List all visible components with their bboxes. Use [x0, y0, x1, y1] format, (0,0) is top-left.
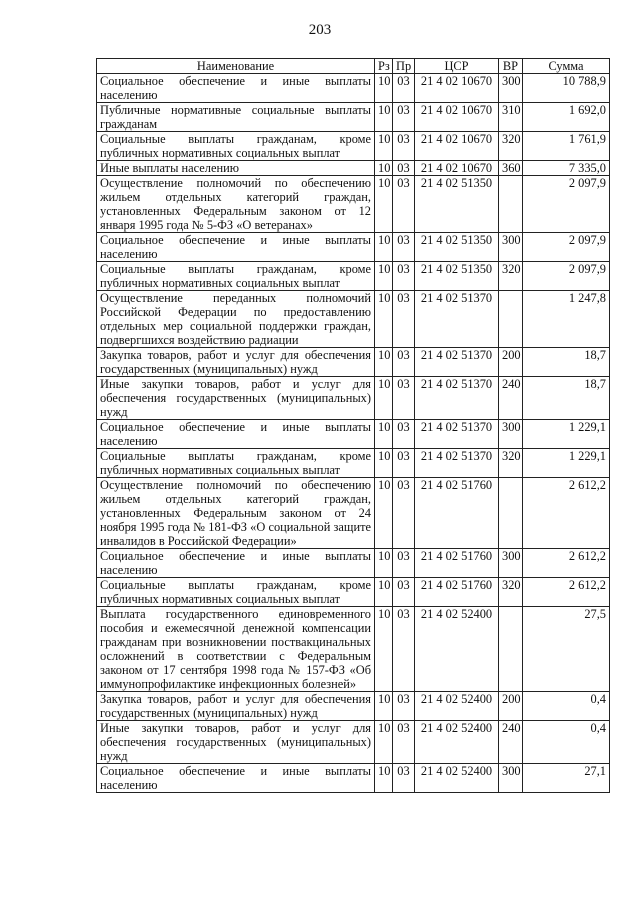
row-pr: 03 — [393, 291, 415, 348]
row-sum: 7 335,0 — [523, 161, 610, 176]
table-row — [97, 233, 610, 262]
row-pr: 03 — [393, 103, 415, 132]
table-row — [97, 291, 610, 348]
row-rz: 10 — [375, 348, 393, 377]
row-rz: 10 — [375, 578, 393, 607]
header-row — [97, 59, 610, 74]
row-pr: 03 — [393, 262, 415, 291]
row-sum: 10 788,9 — [523, 74, 610, 103]
row-csr: 21 4 02 52400 — [415, 721, 499, 764]
row-name: Социальные выплаты гражданам, кроме публичных нормативных социальных выплат — [97, 449, 375, 478]
row-sum: 1 247,8 — [523, 291, 610, 348]
table-row — [97, 132, 610, 161]
header-rz: Рз — [375, 59, 393, 74]
row-pr: 03 — [393, 176, 415, 233]
budget-table — [96, 58, 610, 793]
row-name: Социальные выплаты гражданам, кроме публичных нормативных социальных выплат — [97, 578, 375, 607]
row-sum: 0,4 — [523, 721, 610, 764]
table-row — [97, 549, 610, 578]
row-name: Публичные нормативные социальные выплаты гражданам — [97, 103, 375, 132]
row-name: Выплата государственного единовременного пособия и ежемесячной денежной компенсации гражданам при возникновении поствакцинальных осложнений в соответствии с Федеральным законом от 17 сентября 1998 года № 157-ФЗ «Об иммунопрофилактике инфекционных болезней» — [97, 607, 375, 692]
table-row — [97, 578, 610, 607]
row-csr: 21 4 02 51370 — [415, 420, 499, 449]
row-csr: 21 4 02 52400 — [415, 607, 499, 692]
row-rz: 10 — [375, 478, 393, 549]
header-csr: ЦСР — [415, 59, 499, 74]
row-sum: 18,7 — [523, 348, 610, 377]
row-sum: 2 612,2 — [523, 478, 610, 549]
row-name: Иные закупки товаров, работ и услуг для обеспечения государственных (муниципальных) нужд — [97, 721, 375, 764]
row-vr: 320 — [499, 262, 523, 291]
row-sum: 2 612,2 — [523, 578, 610, 607]
table-row — [97, 607, 610, 692]
row-rz: 10 — [375, 377, 393, 420]
row-rz: 10 — [375, 721, 393, 764]
table-row — [97, 449, 610, 478]
row-csr: 21 4 02 51760 — [415, 478, 499, 549]
row-name: Социальные выплаты гражданам, кроме публичных нормативных социальных выплат — [97, 262, 375, 291]
row-rz: 10 — [375, 449, 393, 478]
row-pr: 03 — [393, 478, 415, 549]
row-csr: 21 4 02 51760 — [415, 549, 499, 578]
row-pr: 03 — [393, 377, 415, 420]
table-row — [97, 74, 610, 103]
row-vr: 200 — [499, 348, 523, 377]
table-row — [97, 262, 610, 291]
row-name: Социальное обеспечение и иные выплаты населению — [97, 764, 375, 793]
row-sum: 27,5 — [523, 607, 610, 692]
row-vr: 200 — [499, 692, 523, 721]
row-name: Осуществление полномочий по обеспечению жильем отдельных категорий граждан, установленных Федеральным законом от 24 ноября 1995 года № 181-ФЗ «О социальной защите инвалидов в Российской Федерации» — [97, 478, 375, 549]
row-pr: 03 — [393, 348, 415, 377]
row-sum: 18,7 — [523, 377, 610, 420]
row-pr: 03 — [393, 233, 415, 262]
row-vr: 320 — [499, 132, 523, 161]
row-rz: 10 — [375, 233, 393, 262]
row-name: Социальное обеспечение и иные выплаты населению — [97, 549, 375, 578]
row-rz: 10 — [375, 549, 393, 578]
row-rz: 10 — [375, 262, 393, 291]
row-sum: 27,1 — [523, 764, 610, 793]
row-rz: 10 — [375, 74, 393, 103]
row-name: Иные выплаты населению — [97, 161, 375, 176]
row-csr: 21 4 02 51350 — [415, 262, 499, 291]
row-vr: 300 — [499, 764, 523, 793]
row-rz: 10 — [375, 420, 393, 449]
row-name: Социальное обеспечение и иные выплаты населению — [97, 74, 375, 103]
row-rz: 10 — [375, 103, 393, 132]
row-sum: 2 097,9 — [523, 233, 610, 262]
header-sum: Сумма — [523, 59, 610, 74]
row-name: Социальное обеспечение и иные выплаты населению — [97, 420, 375, 449]
row-name: Закупка товаров, работ и услуг для обеспечения государственных (муниципальных) нужд — [97, 692, 375, 721]
row-rz: 10 — [375, 161, 393, 176]
row-csr: 21 4 02 52400 — [415, 692, 499, 721]
row-csr: 21 4 02 10670 — [415, 74, 499, 103]
row-rz: 10 — [375, 176, 393, 233]
row-csr: 21 4 02 51370 — [415, 449, 499, 478]
row-vr: 320 — [499, 449, 523, 478]
row-csr: 21 4 02 10670 — [415, 161, 499, 176]
row-name: Социальные выплаты гражданам, кроме публичных нормативных социальных выплат — [97, 132, 375, 161]
row-name: Осуществление полномочий по обеспечению жильем отдельных категорий граждан, установленных Федеральным законом от 12 января 1995 года № 5-ФЗ «О ветеранах» — [97, 176, 375, 233]
row-sum: 1 229,1 — [523, 449, 610, 478]
row-vr — [499, 176, 523, 233]
row-pr: 03 — [393, 161, 415, 176]
row-csr: 21 4 02 10670 — [415, 132, 499, 161]
row-vr: 360 — [499, 161, 523, 176]
row-pr: 03 — [393, 721, 415, 764]
row-sum: 2 097,9 — [523, 262, 610, 291]
row-rz: 10 — [375, 607, 393, 692]
table-body — [97, 74, 610, 793]
table-row — [97, 176, 610, 233]
page-number: 203 — [308, 22, 332, 38]
row-name: Осуществление переданных полномочий Российской Федерации по предоставлению отдельных мер социальной поддержки граждан, подвергшихся воздействию радиации — [97, 291, 375, 348]
row-sum: 2 097,9 — [523, 176, 610, 233]
row-csr: 21 4 02 51350 — [415, 233, 499, 262]
row-csr: 21 4 02 52400 — [415, 764, 499, 793]
row-csr: 21 4 02 10670 — [415, 103, 499, 132]
row-csr: 21 4 02 51370 — [415, 291, 499, 348]
row-sum: 2 612,2 — [523, 549, 610, 578]
row-rz: 10 — [375, 132, 393, 161]
table-row — [97, 377, 610, 420]
row-rz: 10 — [375, 291, 393, 348]
row-vr: 300 — [499, 420, 523, 449]
row-pr: 03 — [393, 692, 415, 721]
row-vr: 300 — [499, 74, 523, 103]
row-vr — [499, 607, 523, 692]
row-name: Закупка товаров, работ и услуг для обеспечения государственных (муниципальных) нужд — [97, 348, 375, 377]
table-row — [97, 103, 610, 132]
row-pr: 03 — [393, 449, 415, 478]
row-sum: 1 692,0 — [523, 103, 610, 132]
row-name: Социальное обеспечение и иные выплаты населению — [97, 233, 375, 262]
row-rz: 10 — [375, 764, 393, 793]
row-vr: 300 — [499, 549, 523, 578]
row-csr: 21 4 02 51370 — [415, 377, 499, 420]
row-vr — [499, 478, 523, 549]
header-vr: ВР — [499, 59, 523, 74]
row-pr: 03 — [393, 74, 415, 103]
header-name: Наименование — [97, 59, 375, 74]
row-csr: 21 4 02 51370 — [415, 348, 499, 377]
table-row — [97, 348, 610, 377]
row-pr: 03 — [393, 764, 415, 793]
table-row — [97, 764, 610, 793]
table-row — [97, 161, 610, 176]
table-row — [97, 692, 610, 721]
row-csr: 21 4 02 51350 — [415, 176, 499, 233]
row-rz: 10 — [375, 692, 393, 721]
row-sum: 1 761,9 — [523, 132, 610, 161]
row-vr: 300 — [499, 233, 523, 262]
table-row — [97, 420, 610, 449]
row-vr: 310 — [499, 103, 523, 132]
row-pr: 03 — [393, 420, 415, 449]
row-sum: 1 229,1 — [523, 420, 610, 449]
row-name: Иные закупки товаров, работ и услуг для обеспечения государственных (муниципальных) нужд — [97, 377, 375, 420]
row-vr — [499, 291, 523, 348]
row-vr: 320 — [499, 578, 523, 607]
header-pr: Пр — [393, 59, 415, 74]
row-pr: 03 — [393, 132, 415, 161]
row-pr: 03 — [393, 549, 415, 578]
row-csr: 21 4 02 51760 — [415, 578, 499, 607]
row-vr: 240 — [499, 721, 523, 764]
row-sum: 0,4 — [523, 692, 610, 721]
row-vr: 240 — [499, 377, 523, 420]
table-row — [97, 721, 610, 764]
row-pr: 03 — [393, 578, 415, 607]
table-row — [97, 478, 610, 549]
row-pr: 03 — [393, 607, 415, 692]
